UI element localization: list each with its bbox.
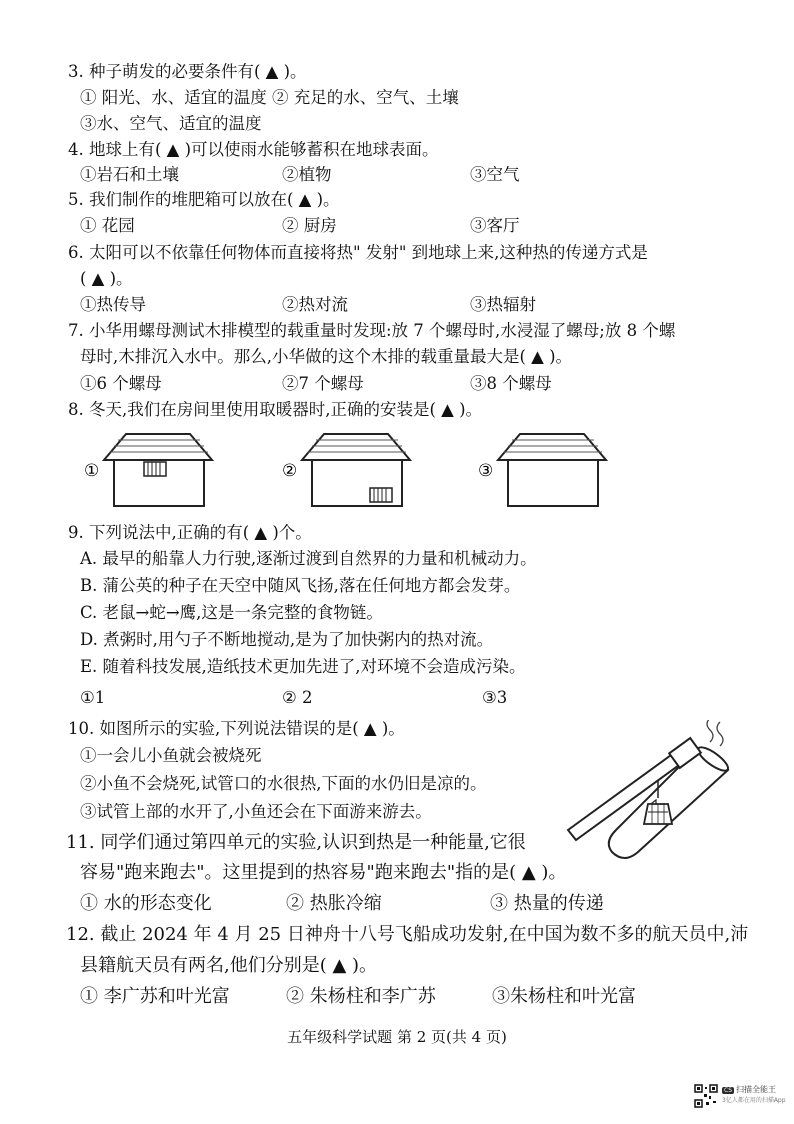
question-line: 7. 小华用螺母测试木排模型的载重量时发现:放 7 个螺母时,水浸湿了螺母;放 8 个螺	[68, 321, 676, 340]
question-line: 3. 种子萌发的必要条件有( ▲ )。	[68, 62, 307, 81]
question-line: ③水、空气、适宜的温度	[80, 114, 262, 133]
radiator-icon	[370, 488, 392, 502]
question-line: ② 热胀冷缩	[286, 893, 382, 914]
question-line: ③空气	[470, 165, 520, 184]
question-line: D. 煮粥时,用勺子不断地搅动,是为了加快粥内的热对流。	[80, 630, 494, 649]
question-line: C. 老鼠→蛇→鹰,这是一条完整的食物链。	[80, 603, 383, 622]
radiator-icon	[144, 462, 166, 476]
question-line: 5. 我们制作的堆肥箱可以放在( ▲ )。	[68, 190, 340, 209]
question-line: 8. 冬天,我们在房间里使用取暖器时,正确的安装是( ▲ )。	[68, 400, 483, 419]
question-line: ① 花园	[80, 216, 135, 235]
question-line: ②7 个螺母	[282, 374, 364, 393]
question-line: ① 水的形态变化	[80, 893, 212, 914]
question-line: ②植物	[282, 165, 332, 184]
question-line: ②小鱼不会烧死,试管口的水很热,下面的水仍旧是凉的。	[80, 774, 487, 793]
house-option-3	[478, 434, 606, 506]
question-line: ②热对流	[282, 295, 348, 314]
qr-code-icon	[694, 1084, 718, 1108]
question-line: ③朱杨柱和叶光富	[492, 986, 636, 1007]
question-line: ①岩石和土壤	[80, 165, 179, 184]
question-line: ③3	[482, 688, 508, 707]
scanner-logo-icon: CS	[724, 1087, 732, 1094]
page-footer: 五年级科学试题 第 2 页(共 4 页)	[287, 1028, 507, 1046]
scanner-name: 扫描全能王	[736, 1085, 776, 1094]
question-line: 容易"跑来跑去"。这里提到的热容易"跑来跑去"指的是( ▲ )。	[80, 862, 567, 883]
question-line: 11. 同学们通过第四单元的实验,认识到热是一种能量,它很	[66, 832, 526, 853]
question-line: ① 李广苏和叶光富	[80, 986, 230, 1007]
question-line: 县籍航天员有两名,他们分别是( ▲ )。	[80, 955, 378, 976]
question-line: ①热传导	[80, 295, 146, 314]
question-line: ①6 个螺母	[80, 374, 162, 393]
scanner-watermark	[722, 1085, 786, 1104]
question-line: ③8 个螺母	[470, 374, 552, 393]
question-line: 12. 截止 2024 年 4 月 25 日神舟十八号飞船成功发射,在中国为数不多的航天员中,沛	[66, 924, 749, 945]
scanner-tagline: 3亿人都在用的扫描App	[722, 1096, 786, 1104]
house-option-2	[282, 434, 410, 506]
house-option-1	[84, 434, 212, 506]
question-line: ③客厅	[470, 216, 520, 235]
option-label: ②	[282, 461, 298, 481]
question-line: 母时,木排沉入水中。那么,小华做的这个木排的载重量最大是( ▲ )。	[80, 347, 573, 366]
test-tube-experiment-figure	[560, 720, 740, 870]
question-line: 10. 如图所示的实验,下列说法错误的是( ▲ )。	[68, 719, 405, 738]
question-line: 6. 太阳可以不依靠任何物体而直接将热" 发射" 到地球上来,这种热的传递方式是	[68, 243, 648, 262]
question-line: ② 厨房	[282, 216, 337, 235]
question-line: E. 随着科技发展,造纸技术更加先进了,对环境不会造成污染。	[80, 657, 526, 676]
question-line: 4. 地球上有( ▲ )可以使雨水能够蓄积在地球表面。	[68, 140, 439, 159]
heater-options-figure	[84, 432, 624, 516]
question-line: ①一会儿小鱼就会被烧死	[80, 746, 262, 765]
question-line: ( ▲ )。	[80, 269, 133, 288]
question-line: 9. 下列说法中,正确的有( ▲ )个。	[68, 523, 312, 542]
question-line: B. 蒲公英的种子在天空中随风飞扬,落在任何地方都会发芽。	[80, 576, 521, 595]
question-line: ③试管上部的水开了,小鱼还会在下面游来游去。	[80, 802, 432, 821]
question-line: ③ 热量的传递	[490, 893, 604, 914]
question-line: ② 2	[282, 688, 313, 707]
question-line: ①1	[80, 688, 106, 707]
option-label: ①	[84, 461, 100, 481]
question-line: A. 最早的船靠人力行驶,逐渐过渡到自然界的力量和机械动力。	[80, 549, 537, 568]
option-label: ③	[478, 461, 494, 481]
question-line: ③热辐射	[470, 295, 536, 314]
question-line: ② 朱杨柱和李广苏	[286, 986, 436, 1007]
question-line: ① 阳光、水、适宜的温度 ② 充足的水、空气、土壤	[80, 88, 459, 107]
